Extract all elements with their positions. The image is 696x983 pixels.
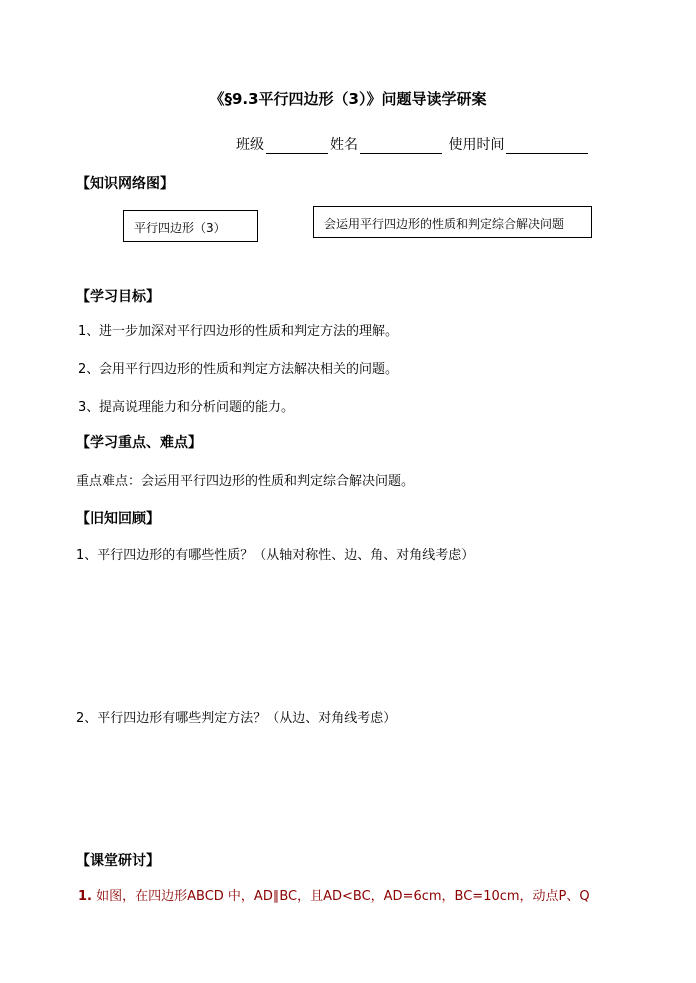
page-title: 《§9.3平行四边形（3）》问题导读学研案 [209, 90, 487, 108]
objective-item [78, 358, 398, 377]
objective-item [78, 396, 294, 415]
review-question-1: 1、平行四边形的有哪些性质？（从轴对称性、边、角、对角线考虑） [76, 548, 475, 563]
problem-text: 如图，在四边形ABCD 中，AD∥BC，且AD<BC，AD=6cm，BC=10cm，动点P、Q [96, 889, 590, 904]
objective-text: 提高说理能力和分析问题的能力。 [99, 400, 295, 415]
problem-number: 1. [78, 889, 92, 904]
objective-num: 1、 [78, 324, 100, 339]
objective-num: 3、 [78, 400, 100, 415]
time-label: 使用时间 [448, 137, 505, 153]
key-points-text: 重点难点：会运用平行四边形的性质和判定综合解决问题。 [76, 474, 415, 489]
knowledge-box-goal-label: 会运用平行四边形的性质和判定综合解决问题 [324, 217, 565, 231]
class-label: 班级 [236, 137, 264, 153]
objective-text: 会用平行四边形的性质和判定方法解决相关的问题。 [99, 362, 399, 377]
objective-num: 2、 [78, 362, 100, 377]
student-info-line [236, 134, 590, 154]
knowledge-map-heading: 【知识网络图】 [76, 176, 174, 192]
knowledge-box-topic-label: 平行四边形（3） [134, 221, 226, 235]
knowledge-box-goal [313, 206, 592, 238]
key-points-heading: 【学习重点、难点】 [76, 435, 202, 451]
name-label: 姓名 [330, 137, 358, 153]
review-heading: 【旧知回顾】 [76, 511, 160, 527]
objective-text: 进一步加深对平行四边形的性质和判定方法的理解。 [99, 324, 399, 339]
name-blank [360, 139, 442, 154]
review-question-2: 2、平行四边形有哪些判定方法？（从边、对角线考虑） [76, 711, 397, 726]
class-blank [266, 139, 328, 154]
knowledge-box-topic [123, 210, 258, 242]
objectives-heading: 【学习目标】 [76, 289, 160, 305]
objective-item [78, 320, 398, 339]
time-blank [506, 139, 588, 154]
classroom-heading: 【课堂研讨】 [76, 853, 160, 869]
classroom-problem-1 [78, 885, 590, 904]
